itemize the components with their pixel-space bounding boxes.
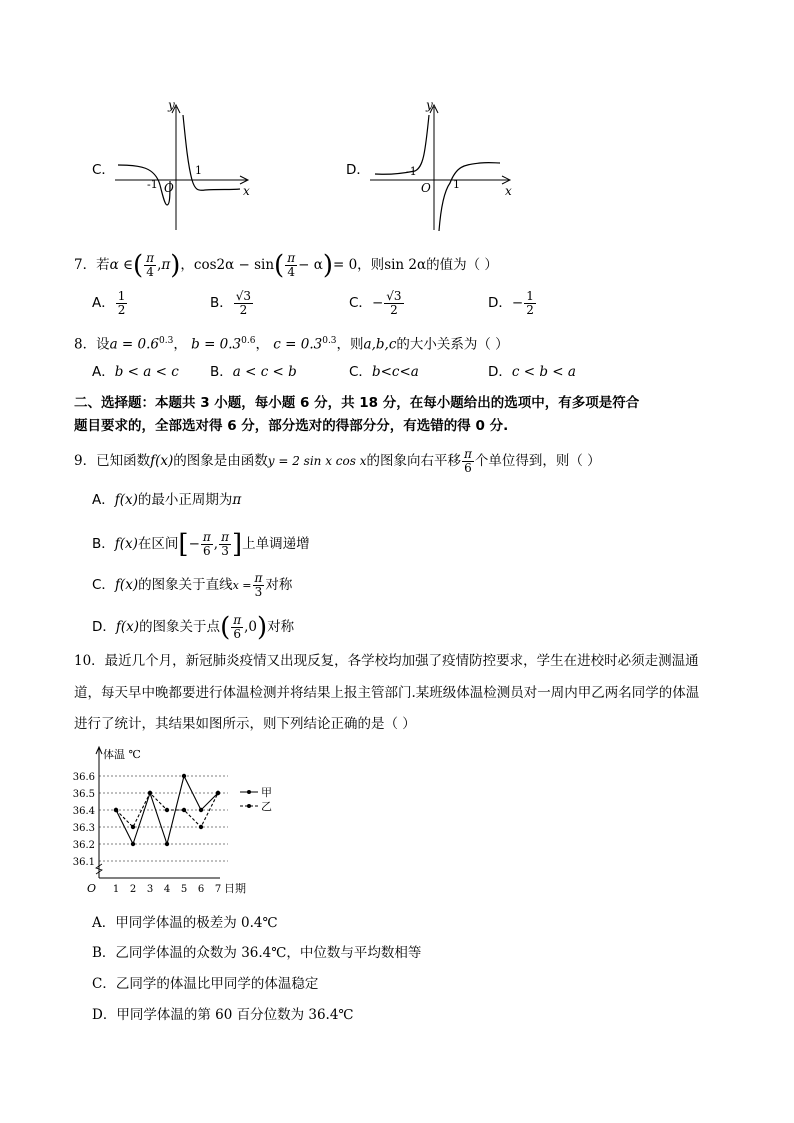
origin-label: O	[421, 181, 431, 195]
eq-zero: = 0，则	[332, 257, 385, 273]
minus-alpha: − α	[298, 257, 323, 273]
data-point	[165, 842, 169, 846]
origin-label: O	[87, 882, 97, 895]
q7-prefix: 7．若	[74, 257, 110, 273]
legend-label: 乙	[261, 800, 272, 813]
axis-y-label: y	[168, 98, 175, 112]
curve-right	[183, 115, 240, 190]
section2-line2: 题目要求的，全部选对得 6 分，部分选对的得部分分，有选错的得 0 分.	[74, 418, 509, 434]
curve-left	[375, 115, 429, 174]
data-point	[182, 774, 186, 778]
x-tick-label: 4	[163, 884, 171, 895]
q6-option-c-label: C．	[92, 162, 115, 178]
axis-y-label: y	[426, 98, 433, 112]
origin-label: O	[164, 181, 174, 195]
q8-option-a[interactable]: A．b < a < c	[92, 364, 179, 380]
x-tick-label: 7	[214, 884, 222, 895]
b-def: b = 0.3	[191, 336, 242, 353]
x-axis-label: 日期	[224, 882, 246, 895]
y-tick-label: 36.3	[72, 823, 95, 834]
q7-stem: 7．若α ∈( $\frac{\pi}{4}$ ,π)，cos2α − sin( $\frac{\pi}{4}$ − α)= 0，则sin 2α的值为（ ）	[74, 250, 498, 281]
tick-pos1: 1	[195, 164, 202, 177]
data-point	[131, 842, 135, 846]
q6-option-d-label: D．	[346, 162, 370, 178]
y-tick-label: 36.4	[72, 806, 95, 817]
x-tick-label: 1	[112, 884, 120, 895]
q10-line1: 10．最近几个月，新冠肺炎疫情又出现反复，各学校均加强了疫情防控要求，学生在进校时必须走测温通	[74, 653, 699, 669]
q10-option-b[interactable]: B．乙同学体温的众数为 36.4℃，中位数与平均数相等	[92, 945, 422, 961]
q8-option-b[interactable]: B．a < c < b	[210, 364, 297, 380]
q9-stem: 9．已知函数f(x)的图象是由函数y = 2 sin x cos x的图象向右平移 $\frac{\pi}{6}$ 个单位得到，则（ ）	[74, 447, 601, 475]
data-point	[148, 791, 152, 795]
q7-option-b[interactable]: B． $\frac{√3}{2}$	[210, 289, 252, 317]
section2-line1: 二、选择题：本题共 3 小题，每小题 6 分，共 18 分，在每小题给出的选项中，有多项是符合	[74, 395, 640, 411]
data-point	[216, 791, 220, 795]
data-point	[165, 808, 169, 812]
x-tick-label: 3	[146, 884, 154, 895]
pi: π	[161, 257, 171, 273]
axis-x-label: x	[505, 184, 512, 198]
sin-2a: sin 2α	[384, 257, 427, 273]
temperature-chart	[70, 742, 290, 897]
chart-grid	[99, 776, 228, 861]
curve-right	[439, 163, 500, 231]
q9-option-a[interactable]: A．f(x)的最小正周期为π	[92, 492, 242, 508]
q8-stem: 8．设$a = 0.6^{0.3}$， $b = 0.3^{0.6}$， $c = 0.3^{0.3}$，则a,b,c的大小关系为（ ）	[74, 336, 509, 353]
q7-mid: ，cos2α − sin	[180, 257, 275, 273]
frac-pi-4-b: $\frac{\pi}{4}$	[287, 251, 296, 279]
data-point	[199, 808, 203, 812]
x-tick-label: 5	[180, 884, 188, 895]
y-tick-label: 36.5	[72, 789, 95, 800]
q7-option-d[interactable]: D．− $\frac{1}{2}$	[488, 289, 534, 317]
in-symbol: ∈	[123, 257, 134, 273]
q10-option-c[interactable]: C．乙同学的体温比甲同学的体温稳定	[92, 976, 319, 992]
legend-label: 甲	[261, 786, 272, 799]
q10-line2: 道，每天早中晚都要进行体温检测并将结果上报主管部门.某班级体温检测员对一周内甲乙两名同学的体温	[74, 685, 700, 701]
tick-neg1: -1	[147, 178, 158, 191]
curve-left	[118, 165, 170, 205]
q6-graph-d	[365, 95, 520, 235]
data-point	[182, 808, 186, 812]
q7-option-c[interactable]: C．− $\frac{√3}{2}$	[349, 289, 402, 317]
q10-option-d[interactable]: D．甲同学体温的第 60 百分位数为 36.4℃	[92, 1007, 354, 1023]
y-tick-label: 36.1	[72, 857, 95, 868]
q7-option-a[interactable]: A． $\frac{1}{2}$	[92, 289, 126, 317]
axis-x-label: x	[243, 184, 250, 198]
q10-line3: 进行了统计，其结果如图所示，则下列结论正确的是（ ）	[74, 716, 416, 732]
y-axis-label: 体温 ℃	[103, 748, 141, 761]
chart-axes	[96, 747, 220, 878]
q9-option-d[interactable]: D．f(x)的图象关于点( $\frac{\pi}{6}$ ,0)对称	[92, 612, 295, 643]
x-tick-label: 6	[197, 884, 205, 895]
legend-marker	[247, 804, 251, 808]
c-def: c = 0.3	[273, 336, 323, 353]
q6-graph-c	[110, 95, 260, 235]
frac-pi-4: $\frac{\pi}{4}$	[146, 251, 155, 279]
alpha: α	[109, 257, 119, 273]
tick-pos1: 1	[453, 178, 460, 191]
a-def: a = 0.6	[109, 336, 160, 353]
y-tick-label: 36.6	[72, 772, 95, 783]
q9-option-b[interactable]: B．f(x)在区间[− $\frac{\pi}{6}$ , $\frac{\pi}{3}$ ]上单调递增	[92, 529, 310, 560]
x-tick-label: 2	[129, 884, 137, 895]
data-point	[114, 808, 118, 812]
q8-option-d[interactable]: D．c < b < a	[488, 364, 576, 380]
data-point	[131, 825, 135, 829]
tick-neg1: -1	[406, 165, 417, 178]
q10-option-a[interactable]: A．甲同学体温的极差为 0.4℃	[92, 915, 278, 931]
q7-tail: 的值为（ ）	[426, 257, 498, 273]
q9-option-c[interactable]: C．f(x)的图象关于直线x = $\frac{\pi}{3}$ 对称	[92, 571, 293, 599]
q8-option-c[interactable]: C．b<c<a	[349, 364, 419, 380]
y-tick-label: 36.2	[72, 840, 95, 851]
data-point	[199, 825, 203, 829]
legend-marker	[247, 790, 251, 794]
